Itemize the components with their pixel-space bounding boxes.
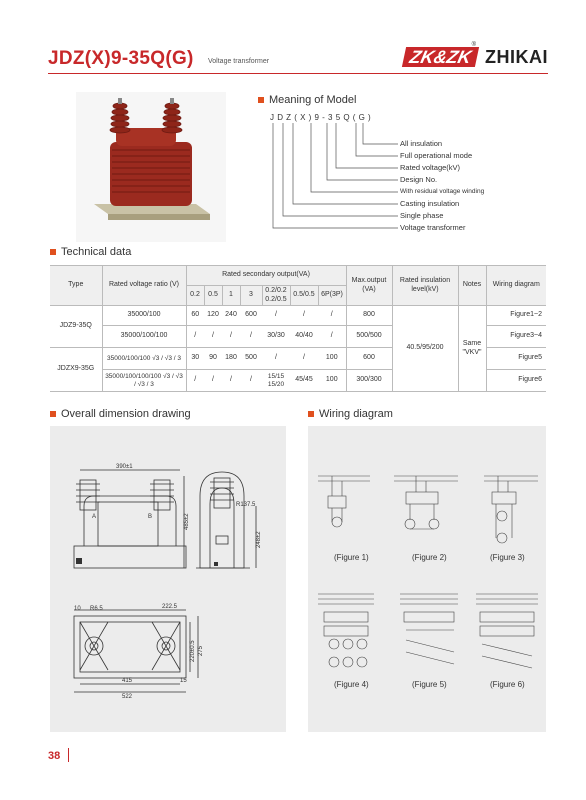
- value-cell: /: [240, 370, 262, 392]
- value-cell: 100: [318, 370, 346, 392]
- value-cell: 240: [222, 306, 240, 326]
- col-header-ratio: Rated voltage ratio (V): [102, 266, 186, 306]
- legend-item: Rated voltage(kV): [400, 163, 461, 172]
- value-cell: /: [186, 326, 204, 348]
- heading-bullet-icon: [308, 411, 314, 417]
- legend-item: Voltage transformer: [400, 223, 466, 232]
- value-cell: 15/15 15/20: [262, 370, 290, 392]
- figure-2-schematic: [394, 476, 458, 529]
- legend-item: Full operational mode: [400, 151, 473, 160]
- figure-4-schematic: [318, 594, 374, 667]
- col-header-insulation: Rated insulation level(kV): [392, 266, 458, 306]
- value-cell: 30/30: [262, 326, 290, 348]
- legend-item: With residual voltage winding: [400, 188, 485, 195]
- sub-header-cell: 0.2/0.2 0.2/0.5: [262, 286, 290, 306]
- technical-heading-text: Technical data: [61, 246, 132, 258]
- legend-item: Single phase: [400, 211, 444, 220]
- col-header-wiring: Wiring diagram: [486, 266, 546, 306]
- figure-label: (Figure 2): [412, 553, 447, 562]
- notes-cell: Same "VKV": [458, 306, 486, 392]
- value-cell: 90: [204, 348, 222, 370]
- footer-divider: [68, 748, 69, 762]
- logo-text: ZHIKAI: [485, 46, 548, 67]
- figure-label: (Figure 5): [412, 680, 447, 689]
- figure-label: (Figure 6): [490, 680, 525, 689]
- dim-label: 415: [122, 678, 133, 684]
- value-cell: 600: [240, 306, 262, 326]
- sub-header-cell: 3: [240, 286, 262, 306]
- figure-3-schematic: [484, 476, 538, 543]
- value-cell: /: [290, 306, 318, 326]
- col-header-notes: Notes: [458, 266, 486, 306]
- logo-registered-mark: ®: [471, 42, 476, 48]
- dimension-section-heading: [50, 408, 191, 420]
- value-cell: /: [290, 348, 318, 370]
- dimension-heading-text: Overall dimension drawing: [61, 408, 191, 420]
- logo-mark: ZK&ZK: [402, 47, 479, 67]
- col-header-max-output: Max.output (VA): [346, 266, 392, 306]
- figure-label: (Figure 1): [334, 553, 369, 562]
- dim-label: 15: [180, 678, 187, 684]
- col-header-secondary: Rated secondary output(VA): [186, 266, 346, 286]
- model-section-heading: [258, 94, 356, 106]
- value-cell: /: [318, 306, 346, 326]
- sub-header-cell: 0.5: [204, 286, 222, 306]
- type-cell: JDZ9-35Q: [50, 306, 102, 348]
- ratio-cell: 35000/100: [102, 306, 186, 326]
- wiring-heading-text: Wiring diagram: [319, 408, 393, 420]
- figure-6-schematic: [476, 594, 538, 668]
- value-cell: /: [222, 326, 240, 348]
- wiring-diagram-panel: [308, 426, 546, 732]
- wiring-cell: Figure1~2: [486, 306, 546, 326]
- dim-label: 275: [198, 645, 204, 656]
- wiring-cell: Figure6: [486, 370, 546, 392]
- wiring-section-heading: [308, 408, 393, 420]
- dim-label: R6.5: [90, 606, 103, 612]
- value-cell: /: [262, 306, 290, 326]
- ratio-cell: 35000/100/100/100 √3 / √3 / √3 / 3: [102, 370, 186, 392]
- dim-label: 248±2: [256, 531, 262, 548]
- model-legend-leaders: [265, 120, 405, 235]
- sub-header-cell: 1: [222, 286, 240, 306]
- col-header-type: Type: [50, 266, 102, 306]
- sub-header-cell: 0.5/0.5: [290, 286, 318, 306]
- legend-item: Design No.: [400, 175, 438, 184]
- page-header: [48, 44, 548, 72]
- value-cell: 120: [204, 306, 222, 326]
- value-cell: /: [204, 326, 222, 348]
- dim-label: 10: [74, 606, 81, 612]
- value-cell: /: [222, 370, 240, 392]
- page-subtitle: Voltage transformer: [208, 58, 270, 65]
- figure-label: (Figure 3): [490, 553, 525, 562]
- dim-label: 390±1: [116, 464, 133, 470]
- dim-label: 220±0.5: [190, 640, 196, 662]
- dim-label: 485±2: [184, 513, 190, 530]
- max-output-cell: 600: [346, 348, 392, 370]
- page-number: 38: [48, 750, 61, 762]
- value-cell: /: [318, 326, 346, 348]
- value-cell: 60: [186, 306, 204, 326]
- brand-logo: [404, 42, 548, 68]
- sub-header-cell: 0.2: [186, 286, 204, 306]
- sub-header-cell: 6P(3P): [318, 286, 346, 306]
- product-photo: [76, 92, 226, 242]
- figure-5-schematic: [400, 594, 458, 664]
- value-cell: 40/40: [290, 326, 318, 348]
- wiring-cell: Figure3~4: [486, 326, 546, 348]
- value-cell: /: [204, 370, 222, 392]
- dimension-drawing: [50, 426, 286, 732]
- model-code: JDZ(X)9-35Q(G): [270, 113, 374, 122]
- max-output-cell: 500/500: [346, 326, 392, 348]
- max-output-cell: 800: [346, 306, 392, 326]
- figure-label: (Figure 4): [334, 680, 369, 689]
- value-cell: /: [240, 326, 262, 348]
- model-heading-text: Meaning of Model: [269, 94, 357, 106]
- page-title: JDZ(X)9-35Q(G): [48, 48, 194, 69]
- type-cell: JDZX9-35G: [50, 348, 102, 392]
- heading-bullet-icon: [50, 411, 56, 417]
- dim-label: R137.5: [236, 502, 256, 508]
- value-cell: /: [262, 348, 290, 370]
- heading-bullet-icon: [50, 249, 56, 255]
- value-cell: 30: [186, 348, 204, 370]
- insulation-cell: 40.5/95/200: [392, 306, 458, 392]
- value-cell: 180: [222, 348, 240, 370]
- value-cell: 500: [240, 348, 262, 370]
- table-row: [50, 306, 546, 326]
- value-cell: 45/45: [290, 370, 318, 392]
- wiring-cell: Figure5: [486, 348, 546, 370]
- figure-1-schematic: [318, 476, 370, 527]
- ratio-cell: 35000/100/100: [102, 326, 186, 348]
- dim-label: A: [92, 514, 97, 520]
- value-cell: /: [186, 370, 204, 392]
- technical-data-table: [50, 265, 546, 392]
- heading-bullet-icon: [258, 97, 264, 103]
- dimension-drawing-panel: [50, 426, 286, 732]
- dim-label: B: [148, 514, 153, 520]
- header-rule: [48, 73, 548, 74]
- technical-section-heading: [50, 246, 131, 258]
- value-cell: 100: [318, 348, 346, 370]
- dim-label: 222.5: [162, 604, 178, 610]
- ratio-cell: 35000/100/100 √3 / √3 / 3: [102, 348, 186, 370]
- dim-label: 522: [122, 694, 133, 700]
- legend-item: All insulation: [400, 139, 443, 148]
- max-output-cell: 300/300: [346, 370, 392, 392]
- legend-item: Casting insulation: [400, 199, 460, 208]
